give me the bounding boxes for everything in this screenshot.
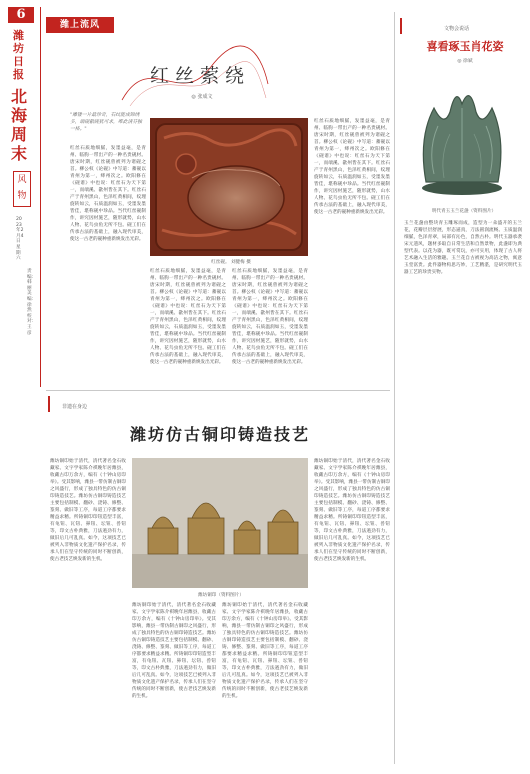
date-line: 2023年2月4日 星期六	[16, 217, 24, 262]
article1-body-col1: 红丝石质地细腻，发墨益毫，是青州、临朐一带出产的一种名贵砚材。唐宋时期，红丝砚曾被列为诸砚之首。柳公权《论砚》中写道：蓄砚以青州为第一，绛州次之。欧阳修在《砚谱》中也说：红丝石为天下第一，而端溪、歙州皆在其下。红丝石产于青州黑山，色泽红黄相间，纹理旋转如云，石质温润如玉，受墨发墨皆佳，堪称砚中珍品。当代红丝砚制作，讲究因材施艺，随形就势，山水人物、花鸟虫鱼无所不包。砚工们在传承古法的基础上，融入现代审美，使这一古老的砚种重新焕发出光彩。	[70, 146, 146, 242]
paper-name: 潍坊日报	[13, 29, 24, 81]
article1-body-col3: 红丝石质地细腻，发墨益毫，是青州、临朐一带出产的一种名贵砚材。唐宋时期，红丝砚曾被列为诸砚之首。柳公权《论砚》中写道：蓄砚以青州为第一，绛州次之。欧阳修在《砚谱》中也说：红丝石为天下第一，而端溪、歙州皆在其下。红丝石产于青州黑山，色泽红黄相间，纹理旋转如云，石质温润如玉，受墨发墨皆佳，堪称砚中珍品。当代红丝砚制作，讲究因材施艺，随形就势，山水人物、花鸟虫鱼无所不包。砚工们在传承古法的基础上，融入现代审美，使这一古老的砚种重新焕发出光彩。	[232, 269, 308, 365]
article1-photo-caption: 红丝砚。 刘健梅 摄	[211, 260, 251, 265]
article3-body-col3: 潍坊铜印始于清代，清代著名金石收藏家、文字学家陈介祺晚年居潍县，收藏古印万余方，编有《十钟山房印举》。受其影响，潍县一带仿制古铜印之风盛行，形成了独具特色的仿古铜印铸造技艺。潍坊仿古铜印铸造技艺主要包括制模、翻砂、浇铸、修整、篆刻、做旧等工序，每道工序都要求精益求精。所铸铜印印钮造型丰富，有龟钮、瓦钮、鼻钮、坛钮、兽钮等，印文古朴典雅，刀法遒劲有力，做旧后几可乱真。如今，这项技艺已被列入非物质文化遗产保护名录，传承人们在坚守传统的同时不断创新，使古老技艺焕发新的生机。	[222, 603, 308, 699]
article3-photo	[132, 458, 308, 588]
page-number: 6	[16, 7, 26, 22]
article1-body-col4: 红丝石质地细腻，发墨益毫，是青州、临朐一带出产的一种名贵砚材。唐宋时期，红丝砚曾被列为诸砚之首。柳公权《论砚》中写道：蓄砚以青州为第一，绛州次之。欧阳修在《砚谱》中也说：红丝石为天下第一，而端溪、歙州皆在其下。红丝石产于青州黑山，色泽红黄相间，纹理旋转如云，石质温润如玉，受墨发墨皆佳，堪称砚中珍品。当代红丝砚制作，讲究因材施艺，随形就势，山水人物、花鸟虫鱼无所不包。砚工们在传承古法的基础上，融入现代审美，使这一古老的砚种重新焕发出光彩。	[314, 119, 390, 215]
section-label: 风物	[17, 175, 27, 201]
article1-photo	[150, 118, 308, 256]
masthead	[8, 7, 38, 387]
section-divider	[46, 390, 390, 391]
article2-number-mark	[400, 18, 412, 34]
article2-title: 喜看琢玉肖花姿	[426, 40, 504, 53]
article1-title: 红丝萦绕	[149, 65, 250, 87]
article2-author: ◎ 徐斌	[457, 59, 473, 64]
article3-body-col2: 潍坊铜印始于清代，清代著名金石收藏家、文字学家陈介祺晚年居潍县，收藏古印万余方，编有《十钟山房印举》。受其影响，潍县一带仿制古铜印之风盛行，形成了独具特色的仿古铜印铸造技艺。潍坊仿古铜印铸造技艺主要包括制模、翻砂、浇铸、修整、篆刻、做旧等工序，每道工序都要求精益求精。所铸铜印印钮造型丰富，有龟钮、瓦钮、鼻钮、坛钮、兽钮等，印文古朴典雅，刀法遒劲有力，做旧后几可乱真。如今，这项技艺已被列入非物质文化遗产保护名录，传承人们在坚守传统的同时不断创新，使古老技艺焕发新的生机。	[132, 603, 216, 699]
article2-kicker: 文物会说话	[444, 26, 470, 32]
article2-photo-caption: 明代青玉玉兰花盏（资料图片）	[431, 209, 497, 214]
article3-photo-caption: 潍坊铜印（资料图片）	[198, 593, 244, 598]
section-banner	[46, 17, 114, 33]
column-divider	[394, 12, 395, 764]
article3-title: 潍坊仿古铜印铸造技艺	[129, 425, 310, 444]
article1-author: ◎ 张成文	[191, 94, 213, 100]
article3-kicker: 非遗在身边	[62, 404, 88, 410]
article1-body-col2: 红丝石质地细腻，发墨益毫，是青州、临朐一带出产的一种名贵砚材。唐宋时期，红丝砚曾被列为诸砚之首。柳公权《论砚》中写道：蓄砚以青州为第一，绛州次之。欧阳修在《砚谱》中也说：红丝石为天下第一，而端溪、歙州皆在其下。红丝石产于青州黑山，色泽红黄相间，纹理旋转如云，石质温润如玉，受墨发墨皆佳，堪称砚中珍品。当代红丝砚制作，讲究因材施艺，随形就势，山水人物、花鸟虫鱼无所不包。砚工们在传承古法的基础上，融入现代审美，使这一古老的砚种重新焕发出光彩。	[150, 269, 226, 365]
page-number-box	[8, 7, 34, 23]
article1-pullquote: "雕镂一片最珍奇，石纹能成锦绣多，端砚歙砚犹可求，唯此清芬独一格。"	[70, 113, 142, 132]
article3-number-mark	[48, 396, 60, 412]
article2-body: 玉兰花盏由整块青玉雕琢而成，造型为一朵盛开的玉兰花，花瓣层层舒展，形态逼真，刀法圆润流畅。玉质温润细腻，色泽青翠，局部有沁色，自然古朴。明代玉器承袭宋元遗风，题材多取自日常生活和自然景物，此盏即为典型代表。以花为器，既可赏玩，亦可实用，体现了古人将艺术融入生活的雅趣。玉兰花自古被视为高洁之物，寓意玉堂富贵。此件器物构思巧妙，工艺精湛，是研究明代玉器工艺的珍贵实物。	[404, 221, 522, 275]
masthead-divider	[40, 7, 41, 387]
section-label-box	[13, 171, 31, 207]
article3-body-col1: 潍坊铜印始于清代，清代著名金石收藏家、文字学家陈介祺晚年居潍县，收藏古印万余方，编有《十钟山房印举》。受其影响，潍县一带仿制古铜印之风盛行，形成了独具特色的仿古铜印铸造技艺。潍坊仿古铜印铸造技艺主要包括制模、翻砂、浇铸、修整、篆刻、做旧等工序，每道工序都要求精益求精。所铸铜印印钮造型丰富，有龟钮、瓦钮、鼻钮、坛钮、兽钮等，印文古朴典雅，刀法遒劲有力，做旧后几可乱真。如今，这项技艺已被列入非物质文化遗产保护名录，传承人们在坚守传统的同时不断创新，使古老技艺焕发新的生机。	[50, 459, 126, 562]
editor-line: 责编：韩丽 美编：徐然 校对：王彦	[27, 269, 37, 336]
article2-photo	[404, 78, 520, 202]
supplement-title: 北海周末	[11, 87, 28, 163]
section-banner-text: 潍上流风	[59, 20, 100, 30]
article3-body-col4: 潍坊铜印始于清代，清代著名金石收藏家、文字学家陈介祺晚年居潍县，收藏古印万余方，编有《十钟山房印举》。受其影响，潍县一带仿制古铜印之风盛行，形成了独具特色的仿古铜印铸造技艺。潍坊仿古铜印铸造技艺主要包括制模、翻砂、浇铸、修整、篆刻、做旧等工序，每道工序都要求精益求精。所铸铜印印钮造型丰富，有龟钮、瓦钮、鼻钮、坛钮、兽钮等，印文古朴典雅，刀法遒劲有力，做旧后几可乱真。如今，这项技艺已被列入非物质文化遗产保护名录，传承人们在坚守传统的同时不断创新，使古老技艺焕发新的生机。	[314, 459, 390, 562]
